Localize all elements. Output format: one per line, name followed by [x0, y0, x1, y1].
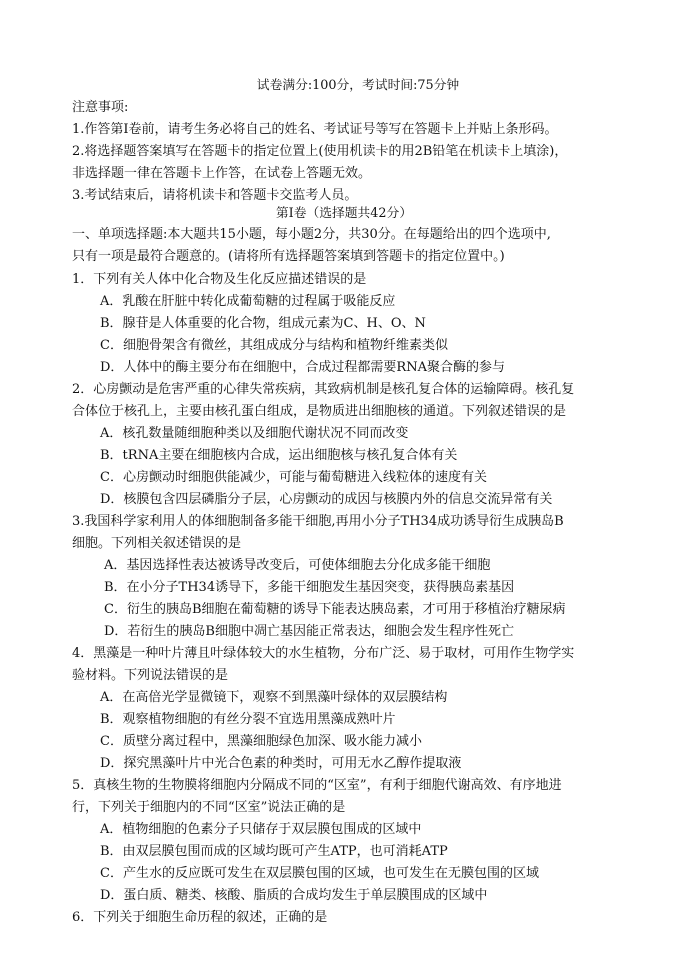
answer-option: D．蛋白质、糖类、核酸、脂质的合成均发生于单层膜围成的区域中: [100, 888, 488, 903]
answer-option: C．心房颤动时细胞供能减少，可能与葡萄糖进入线粒体的速度有关: [100, 470, 487, 485]
question-stem: 3.我国科学家利用人的体细胞制备多能干细胞,再用小分子TH34成功诱导衍生成胰岛B: [72, 514, 564, 529]
answer-option: B．tRNA主要在细胞核内合成，运出细胞核与核孔复合体有关: [100, 448, 458, 463]
question-stem: 2．心房颤动是危害严重的心律失常疾病，其致病机制是核孔复合体的运输障碍。核孔复: [72, 382, 575, 397]
answer-option: D．人体中的酶主要分布在细胞中，合成过程都需要RNA聚合酶的参与: [100, 360, 505, 375]
answer-option: D．核膜包含四层磷脂分子层，心房颤动的成因与核膜内外的信息交流异常有关: [100, 492, 553, 507]
answer-option: B．由双层膜包围而成的区域均既可产生ATP，也可消耗ATP: [100, 844, 448, 859]
answer-option: C．质壁分离过程中，黑藻细胞绿色加深、吸水能力减小: [100, 734, 422, 749]
answer-option: C．细胞骨架含有微丝，其组成成分与结构和植物纤维素类似: [100, 338, 448, 353]
answer-option: A．核孔数量随细胞种类以及细胞代谢状况不同而改变: [100, 426, 409, 441]
question-stem: 4．黑藻是一种叶片薄且叶绿体较大的水生植物，分布广泛、易于取材，可用作生物学实: [72, 646, 575, 661]
answer-option: B．观察植物细胞的有丝分裂不宜选用黑藻成熟叶片: [100, 712, 396, 727]
section-instructions: 一、单项选择题:本大题共15小题，每小题2分，共30分。在每题给出的四个选项中,: [72, 227, 551, 242]
answer-option: A．基因选择性表达被诱导改变后，可使体细胞去分化成多能干细胞: [104, 558, 491, 573]
question-stem: 5．真核生物的生物膜将细胞内分隔成不同的“区室”，有利于细胞代谢高效、有序地进: [72, 778, 562, 793]
question-stem: 1．下列有关人体中化合物及生化反应描述错误的是: [72, 272, 367, 287]
note-item: 1.作答第Ⅰ卷前，请考生务必将自己的姓名、考试证号等写在答题卡上并贴上条形码。: [72, 122, 558, 137]
part-title: 第Ⅰ卷（选择题共42分）: [275, 206, 413, 221]
answer-option: B．腺苷是人体重要的化合物，组成元素为C、H、O、N: [100, 316, 426, 331]
exam-header: 试卷满分:100分，考试时间:75分钟: [256, 78, 460, 93]
question-stem: 合体位于核孔上，主要由核孔蛋白组成，是物质进出细胞核的通道。下列叙述错误的是: [72, 404, 567, 419]
answer-option: D．若衍生的胰岛B细胞中凋亡基因能正常表达，细胞会发生程序性死亡: [104, 624, 514, 639]
note-item: 3.考试结束后，请将机读卡和答题卡交监考人员。: [72, 188, 358, 203]
question-stem: 验材料。下列说法错误的是: [72, 668, 229, 683]
question-stem: 6．下列关于细胞生命历程的叙述，正确的是: [72, 910, 328, 925]
answer-option: B．在小分子TH34诱导下，多能干细胞发生基因突变，获得胰岛素基因: [104, 580, 515, 595]
answer-option: C．产生水的反应既可发生在双层膜包围的区域，也可发生在无膜包围的区域: [100, 866, 539, 881]
question-stem: 细胞。下列相关叙述错误的是: [72, 536, 242, 551]
note-item: 2.将选择题答案填写在答题卡的指定位置上(使用机读卡的用2B铅笔在机读卡上填涂)，: [72, 144, 568, 159]
section-instructions: 只有一项是最符合题意的。(请将所有选择题答案填到答题卡的指定位置中。): [72, 249, 505, 264]
answer-option: A．植物细胞的色素分子只储存于双层膜包围成的区域中: [100, 822, 422, 837]
notes-title: 注意事项:: [72, 100, 129, 115]
answer-option: D．探究黑藻叶片中光合色素的种类时，可用无水乙醇作提取液: [100, 756, 462, 771]
answer-option: C．衍生的胰岛B细胞在葡萄糖的诱导下能表达胰岛素，才可用于移植治疗糖尿病: [104, 602, 566, 617]
question-stem: 行，下列关于细胞内的不同“区室”说法正确的是: [72, 800, 346, 815]
answer-option: A．在高倍光学显微镜下，观察不到黑藻叶绿体的双层膜结构: [100, 690, 448, 705]
answer-option: A．乳酸在肝脏中转化成葡萄糖的过程属于吸能反应: [100, 294, 396, 309]
note-item: 非选择题一律在答题卡上作答，在试卷上答题无效。: [72, 166, 372, 181]
